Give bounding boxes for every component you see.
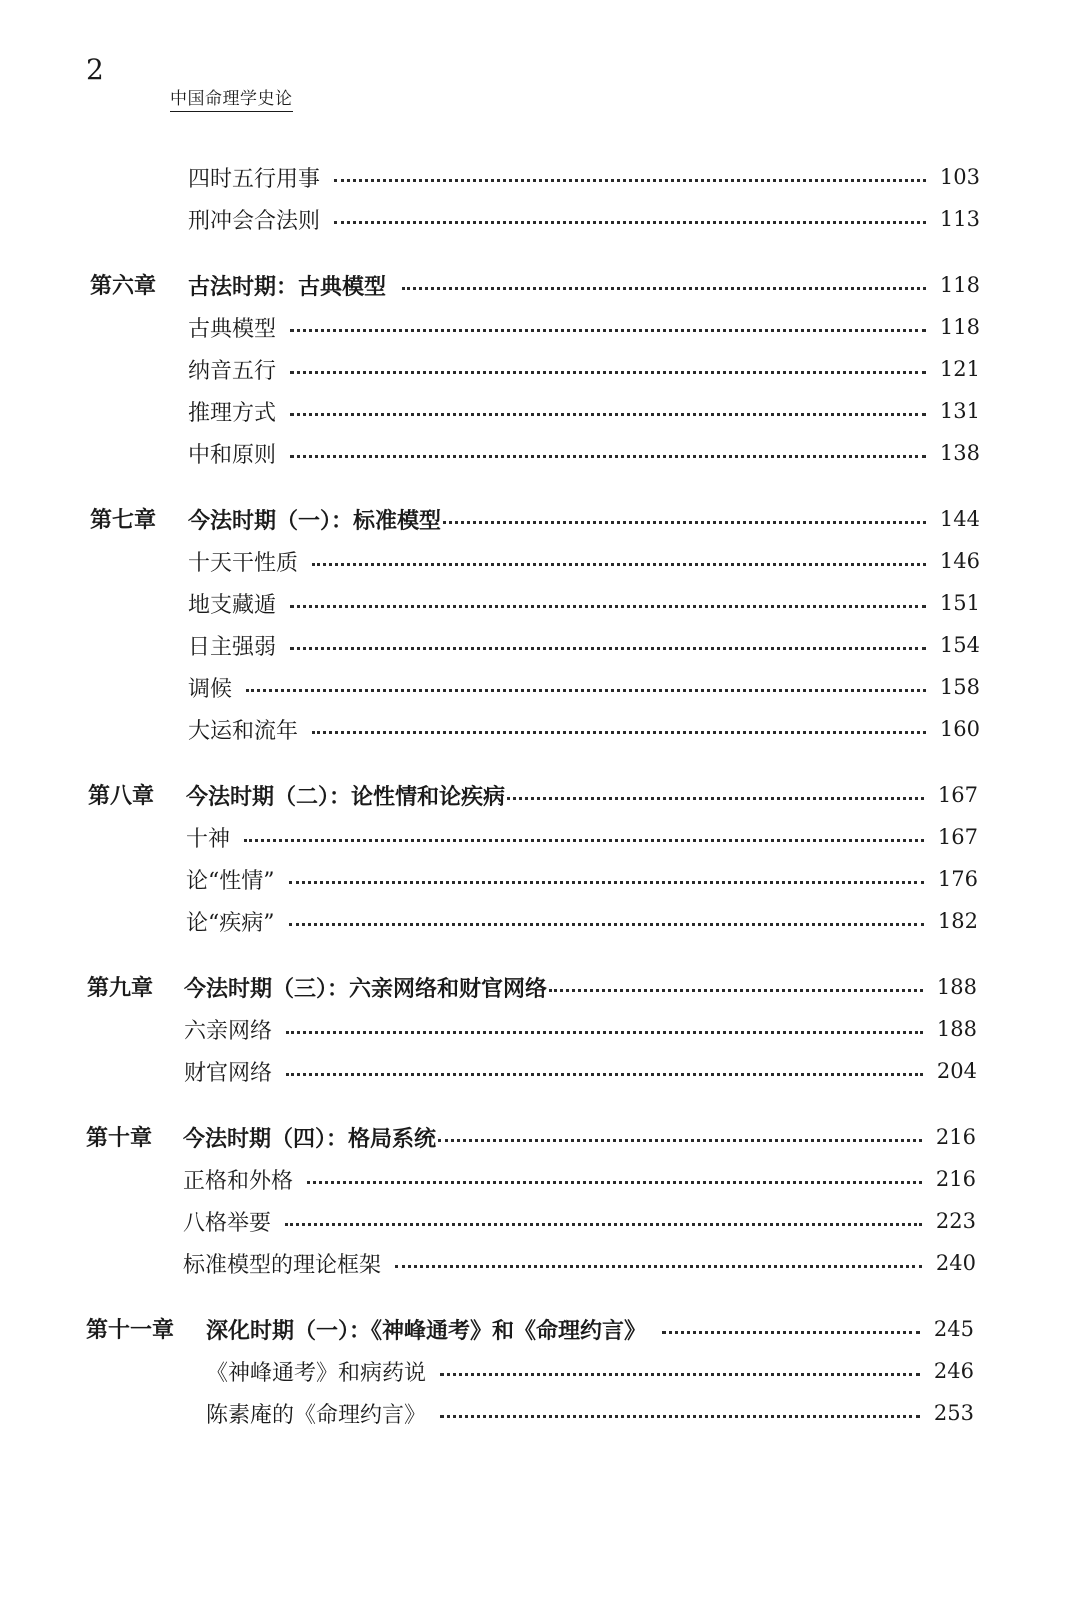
- entry-page: 103: [939, 165, 980, 189]
- dot-leader: [290, 647, 926, 650]
- entry-title: 古典模型: [188, 316, 277, 342]
- entry-page: 223: [935, 1209, 976, 1233]
- toc-entry: [206, 1396, 974, 1430]
- dot-leader: [290, 329, 926, 332]
- chapter-page: 216: [935, 1125, 976, 1149]
- dot-leader: [290, 413, 926, 416]
- entry-title: 中和原则: [188, 442, 277, 468]
- entry-page: 160: [939, 717, 980, 741]
- toc-entry: [186, 862, 978, 896]
- chapter-entry: [206, 1312, 974, 1346]
- entry-page: 253: [933, 1401, 974, 1425]
- chapter-title: 深化时期（一）：《神峰通考》和《命理约言》: [206, 1317, 647, 1344]
- chapter-page: 118: [939, 273, 980, 297]
- toc-entry: [184, 1054, 977, 1088]
- toc-entry: [183, 1162, 976, 1196]
- entry-page: 146: [939, 549, 980, 573]
- dot-leader: [307, 1181, 922, 1184]
- dot-leader: [549, 989, 923, 992]
- entry-title: 十神: [186, 826, 231, 852]
- entry-title: 标准模型的理论框架: [183, 1252, 382, 1278]
- entry-page: 240: [935, 1251, 976, 1275]
- chapter-entry: [183, 1120, 976, 1154]
- page-number: 2: [86, 53, 104, 86]
- chapter-page: 245: [933, 1317, 974, 1341]
- chapter-label: 第六章: [90, 273, 157, 299]
- dot-leader: [443, 521, 926, 524]
- entry-title: 地支藏遁: [188, 592, 277, 618]
- dot-leader: [507, 797, 924, 800]
- entry-page: 204: [936, 1059, 977, 1083]
- dot-leader: [246, 689, 926, 692]
- dot-leader: [440, 1415, 920, 1418]
- toc-entry: [186, 820, 978, 854]
- toc-entry: [183, 1204, 976, 1238]
- dot-leader: [395, 1265, 922, 1268]
- entry-page: 151: [939, 591, 980, 615]
- entry-title: 论“性情”: [186, 868, 275, 894]
- entry-page: 188: [936, 1017, 977, 1041]
- entry-page: 118: [939, 315, 980, 339]
- dot-leader: [290, 605, 926, 608]
- chapter-label: 第十一章: [86, 1317, 175, 1343]
- chapter-entry: [188, 502, 980, 536]
- chapter-label: 第七章: [90, 507, 157, 533]
- toc-entry: [188, 160, 980, 194]
- toc-entry: [188, 394, 980, 428]
- chapter-entry: [188, 268, 980, 302]
- chapter-label: 第十章: [86, 1125, 153, 1151]
- entry-title: 正格和外格: [183, 1168, 294, 1194]
- entry-title: 八格举要: [183, 1210, 272, 1236]
- chapter-title: 古法时期：古典模型: [188, 273, 387, 300]
- entry-page: 158: [939, 675, 980, 699]
- toc-entry: [188, 670, 980, 704]
- chapter-title: 今法时期（一）：标准模型: [188, 507, 442, 534]
- entry-page: 154: [939, 633, 980, 657]
- toc-entry: [188, 202, 980, 236]
- entry-title: 纳音五行: [188, 358, 277, 384]
- entry-page: 216: [935, 1167, 976, 1191]
- chapter-page: 167: [937, 783, 978, 807]
- entry-page: 121: [939, 357, 980, 381]
- dot-leader: [662, 1331, 920, 1334]
- entry-page: 176: [937, 867, 978, 891]
- chapter-label: 第八章: [88, 783, 155, 809]
- entry-title: 财官网络: [184, 1060, 273, 1086]
- toc-entry: [188, 712, 980, 746]
- dot-leader: [402, 287, 926, 290]
- entry-title: 十天干性质: [188, 550, 299, 576]
- entry-page: 246: [933, 1359, 974, 1383]
- toc-entry: [188, 544, 980, 578]
- entry-title: 《神峰通考》和病药说: [206, 1360, 427, 1386]
- toc-entry: [188, 586, 980, 620]
- chapter-title: 今法时期（二）：论性情和论疾病: [186, 783, 506, 810]
- entry-title: 调候: [188, 676, 233, 702]
- dot-leader: [438, 1139, 922, 1142]
- dot-leader: [334, 221, 926, 224]
- toc-entry: [188, 310, 980, 344]
- entry-title: 六亲网络: [184, 1018, 273, 1044]
- toc-entry: [186, 904, 978, 938]
- entry-page: 182: [937, 909, 978, 933]
- entry-title: 论“疾病”: [186, 910, 275, 936]
- dot-leader: [289, 881, 924, 884]
- entry-title: 陈素庵的《命理约言》: [206, 1402, 427, 1428]
- toc-entry: [206, 1354, 974, 1388]
- chapter-page: 188: [936, 975, 977, 999]
- chapter-entry: [186, 778, 978, 812]
- chapter-entry: [184, 970, 977, 1004]
- toc-entry: [184, 1012, 977, 1046]
- dot-leader: [244, 839, 924, 842]
- dot-leader: [290, 371, 926, 374]
- dot-leader: [286, 1073, 923, 1076]
- dot-leader: [440, 1373, 920, 1376]
- entry-title: 四时五行用事: [188, 166, 321, 192]
- chapter-title: 今法时期（三）：六亲网络和财官网络: [184, 975, 548, 1002]
- toc-entry: [183, 1246, 976, 1280]
- chapter-title: 今法时期（四）：格局系统: [183, 1125, 437, 1152]
- chapter-label: 第九章: [87, 975, 154, 1001]
- entry-title: 刑冲会合法则: [188, 208, 321, 234]
- entry-title: 推理方式: [188, 400, 277, 426]
- dot-leader: [290, 455, 926, 458]
- chapter-page: 144: [939, 507, 980, 531]
- toc-entry: [188, 628, 980, 662]
- dot-leader: [312, 563, 926, 566]
- entry-page: 138: [939, 441, 980, 465]
- dot-leader: [334, 179, 926, 182]
- dot-leader: [312, 731, 926, 734]
- running-head: 中国命理学史论: [170, 88, 293, 112]
- dot-leader: [286, 1031, 923, 1034]
- entry-page: 167: [937, 825, 978, 849]
- toc-entry: [188, 436, 980, 470]
- entry-title: 大运和流年: [188, 718, 299, 744]
- entry-page: 113: [939, 207, 980, 231]
- entry-page: 131: [939, 399, 980, 423]
- dot-leader: [289, 923, 924, 926]
- dot-leader: [285, 1223, 922, 1226]
- entry-title: 日主强弱: [188, 634, 277, 660]
- toc-entry: [188, 352, 980, 386]
